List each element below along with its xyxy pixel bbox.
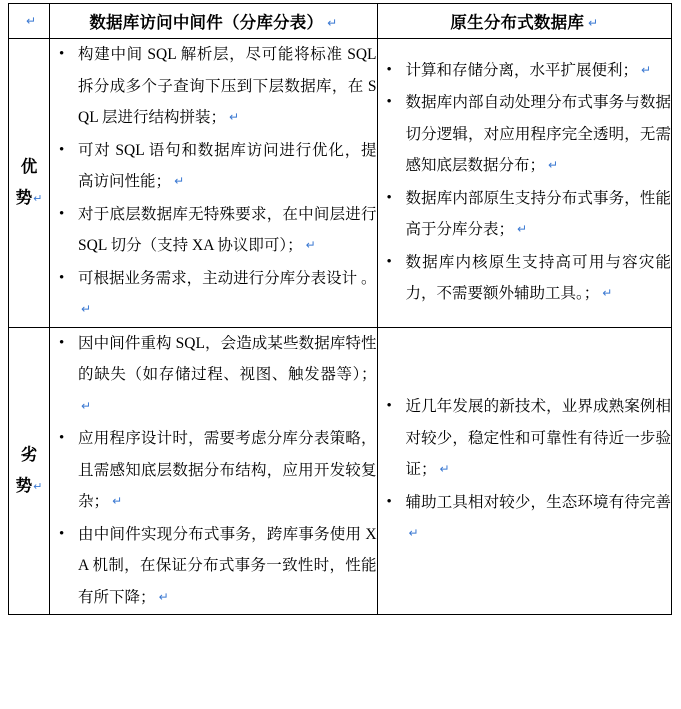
row-label-line (9, 182, 49, 214)
header-cell-middleware (50, 4, 377, 39)
list-item (50, 263, 376, 326)
paragraph-return-icon: ↵ (112, 494, 123, 508)
header-native-text: 原生分布式数据库 (450, 13, 585, 32)
bullet-list (378, 391, 671, 550)
paragraph-return-icon: ↵ (305, 238, 316, 252)
paragraph-return-icon: ↵ (81, 398, 92, 413)
list-item-text: 近几年发展的新技术，业界成熟案例相对较少，稳定性和可靠性有待近一步验证； (405, 398, 671, 478)
document-page (0, 3, 681, 709)
list-item-text: 数据库内核原生支持高可用与容灾能力，不需要额外辅助工具。； (405, 253, 671, 303)
row-label-disadvantages (9, 327, 50, 615)
paragraph-return-icon: ↵ (81, 302, 92, 316)
paragraph-return-icon: ↵ (229, 110, 240, 124)
paragraph-return-icon: ↵ (439, 462, 450, 476)
bullet-list (378, 55, 671, 310)
list-item (378, 247, 671, 310)
list-item-text: 数据库内部自动处理分布式事务与数据切分逻辑，对应用程序完全透明，无需感知底层数据分布； (405, 94, 671, 175)
header-middleware-text: 数据库访问中间件（分库分表） (89, 13, 324, 32)
cell-advantages-middleware (50, 39, 377, 328)
cell-disadvantages-native (377, 327, 671, 615)
list-item (378, 487, 671, 550)
table-row (9, 327, 672, 615)
list-item-text: 由中间件实现分布式事务，跨库事务使用 XA 机制，在保证分布式事务一致性时，性能有所下降； (78, 525, 377, 606)
header-cell-native (377, 4, 671, 39)
list-item (378, 55, 671, 87)
paragraph-return-icon: ↵ (327, 16, 338, 30)
cell-advantages-native (377, 39, 671, 328)
bullet-list (50, 39, 376, 326)
paragraph-return-icon: ↵ (517, 222, 528, 237)
paragraph-return-icon: ↵ (588, 16, 599, 30)
list-item (50, 39, 376, 134)
row-label-advantages (9, 39, 50, 328)
list-item (50, 135, 376, 198)
list-item-text: 计算和存储分离，水平扩展便利； (405, 61, 639, 79)
row-label-line-text: 势 (15, 188, 33, 208)
list-item-text: 因中间件重构 SQL，会造成某些数据库特性的缺失（如存储过程、视图、触发器等）； (78, 334, 377, 383)
row-label-line (9, 470, 49, 502)
list-item (50, 423, 376, 518)
paragraph-return-icon: ↵ (158, 589, 169, 604)
list-item (378, 87, 671, 182)
comparison-table (8, 3, 672, 615)
list-item (50, 199, 376, 262)
paragraph-return-icon: ↵ (408, 526, 419, 540)
row-label-line-text: 势 (15, 476, 33, 496)
list-item-text: 数据库内部原生支持分布式事务，性能高于分库分表； (405, 189, 671, 239)
list-item-text: 可根据业务需求，主动进行分库分表设计 。 (78, 269, 377, 287)
paragraph-return-icon: ↵ (33, 480, 43, 494)
paragraph-return-icon: ↵ (25, 14, 37, 28)
row-label-line: 优 (20, 157, 38, 177)
table-header-row (9, 4, 672, 39)
paragraph-return-icon: ↵ (174, 174, 185, 188)
list-item (50, 328, 376, 423)
paragraph-return-icon: ↵ (641, 62, 652, 77)
list-item-text: 应用程序设计时，需要考虑分库分表策略，且需感知底层数据分布结构，应用开发较复杂； (78, 430, 377, 510)
list-item-text: 辅助工具相对较少，生态环境有待完善 (405, 493, 671, 511)
bullet-list (50, 328, 376, 614)
header-cell-label-blank (9, 4, 50, 39)
list-item (378, 183, 671, 246)
list-item (50, 519, 376, 614)
paragraph-return-icon: ↵ (602, 286, 613, 301)
list-item-text: 可对 SQL 语句和数据库访问进行优化，提高访问性能； (78, 141, 377, 190)
row-label-line: 劣 (20, 445, 38, 465)
cell-disadvantages-middleware (50, 327, 377, 615)
list-item-text: 构建中间 SQL 解析层，尽可能将标准 SQL 拆分成多个子查询下压到下层数据库，在 SQL 层进行结构拼装； (78, 46, 377, 126)
list-item (378, 391, 671, 486)
paragraph-return-icon: ↵ (33, 192, 43, 206)
table-row (9, 39, 672, 328)
paragraph-return-icon: ↵ (548, 158, 559, 173)
list-item-text: 对于底层数据库无特殊要求，在中间层进行 SQL 切分（支持 XA 协议即可）； (78, 205, 377, 254)
